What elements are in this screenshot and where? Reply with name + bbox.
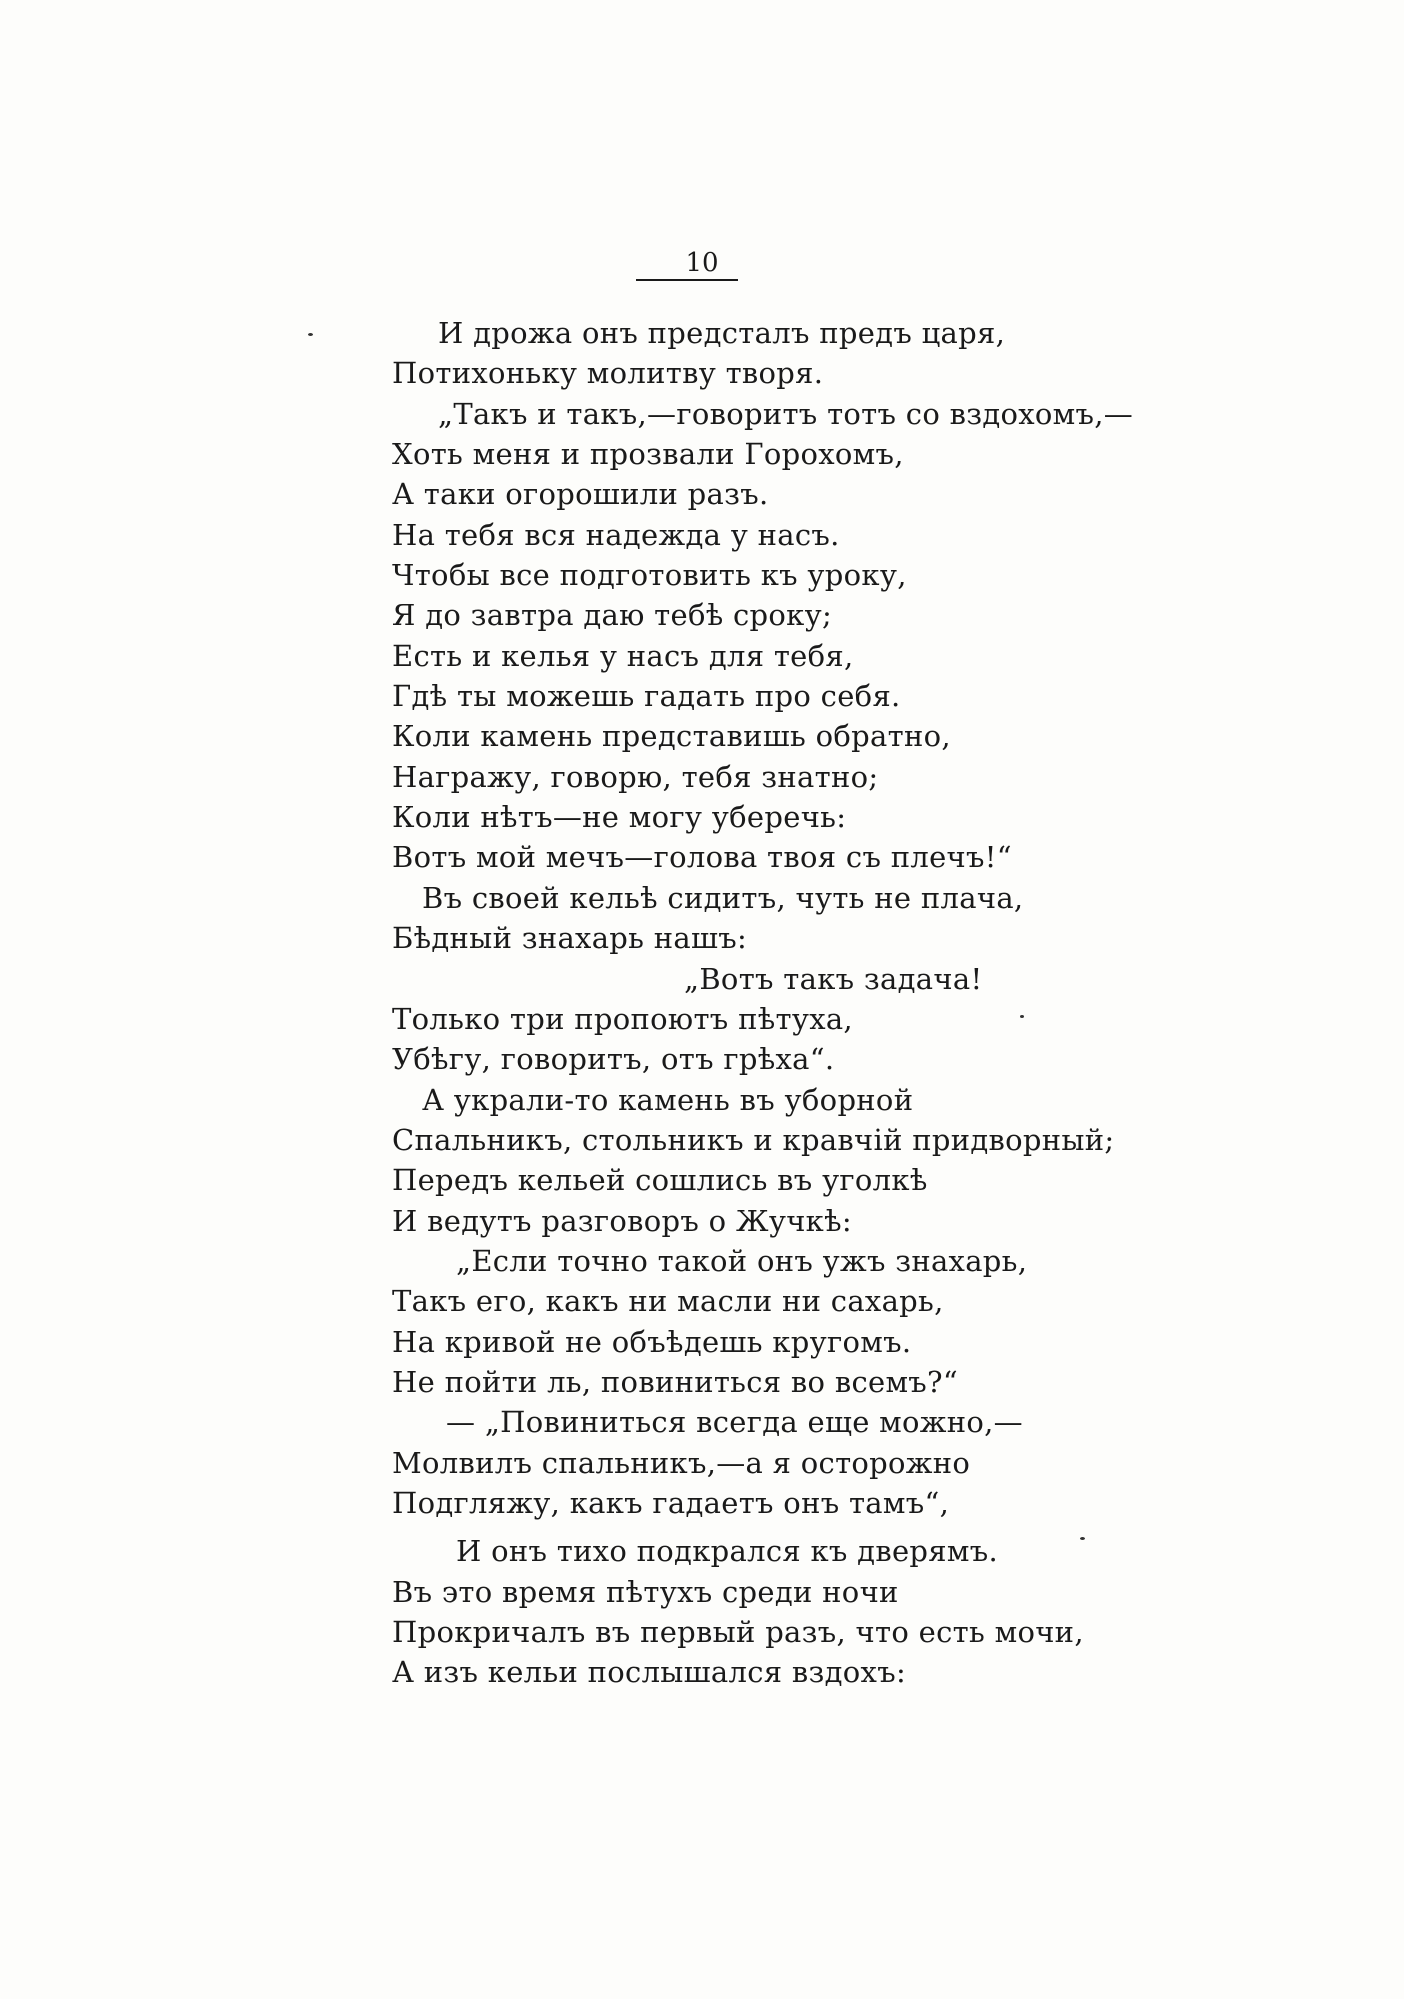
poem-line: Есть и келья у насъ для тебя, xyxy=(392,638,854,673)
scan-speck xyxy=(1080,1537,1085,1540)
poem-line: Такъ его, какъ ни масли ни сахарь, xyxy=(392,1284,944,1319)
poem-line: Молвилъ спальникъ,—а я осторожно xyxy=(392,1445,971,1480)
poem-line: Спальникъ, стольникъ и кравчій придворный; xyxy=(392,1122,1115,1157)
poem-line: Коли нѣтъ—не могу уберечь: xyxy=(392,800,847,835)
poem-line: И дрожа онъ предсталъ предъ царя, xyxy=(438,316,1006,350)
poem-line: Потихоньку молитву творя. xyxy=(392,356,824,391)
poem-line: „Вотъ такъ задача! xyxy=(684,961,983,996)
poem-text xyxy=(392,313,1172,1693)
poem-line: А изъ кельи послышался вздохъ: xyxy=(392,1655,907,1690)
poem-line: А таки огорошили разъ. xyxy=(392,477,769,512)
poem-line: Только три пропоютъ пѣтуха, xyxy=(392,1001,853,1036)
scan-speck xyxy=(308,333,313,336)
poem-line: Гдѣ ты можешь гадать про себя. xyxy=(392,679,901,714)
poem-line: — „Повиниться всегда еще можно,— xyxy=(446,1405,1023,1440)
poem-line: „Если точно такой онъ ужъ знахарь, xyxy=(456,1243,1028,1278)
poem-line: Убѣгу, говоритъ, отъ грѣха“. xyxy=(392,1042,835,1077)
poem-line: Хоть меня и прозвали Горохомъ, xyxy=(392,437,904,472)
poem-line: Награжу, говорю, тебя знатно; xyxy=(392,759,879,794)
poem-line: На тебя вся надежда у насъ. xyxy=(392,517,840,552)
poem-line: Передъ кельей сошлись въ уголкѣ xyxy=(392,1163,928,1198)
poem-line: Коли камень представишь обратно, xyxy=(392,719,951,754)
poem-line: И онъ тихо подкрался къ дверямъ. xyxy=(456,1534,998,1569)
poem-line: Не пойти ль, повиниться во всемъ?“ xyxy=(392,1364,959,1399)
poem-line: А украли-то камень въ уборной xyxy=(422,1082,914,1117)
poem-line: Въ это время пѣтухъ среди ночи xyxy=(392,1574,899,1609)
poem-line: На кривой не объѣдешь кругомъ. xyxy=(392,1324,912,1359)
poem-line: Прокричалъ въ первый разъ, что есть мочи, xyxy=(392,1615,1084,1649)
poem-line: Вотъ мой мечъ—голова твоя съ плечъ!“ xyxy=(392,840,1012,875)
poem-line: Я до завтра даю тебѣ сроку; xyxy=(392,598,833,633)
poem-line: Подгляжу, какъ гадаетъ онъ тамъ“, xyxy=(392,1485,950,1520)
stanza-gap xyxy=(392,1523,1172,1531)
poem-line: „Такъ и такъ,—говоритъ тотъ со вздохомъ,— xyxy=(438,396,1134,431)
scan-speck xyxy=(1020,1015,1024,1018)
page-number-rule xyxy=(636,279,738,281)
page-number: 10 xyxy=(685,248,719,278)
poem-line: Бѣдный знахарь нашъ: xyxy=(392,921,748,956)
poem-line: Въ своей кельѣ сидитъ, чуть не плача, xyxy=(422,880,1024,915)
poem-line: И ведутъ разговоръ о Жучкѣ: xyxy=(392,1203,852,1238)
poem-line: Чтобы все подготовить къ уроку, xyxy=(392,558,907,593)
